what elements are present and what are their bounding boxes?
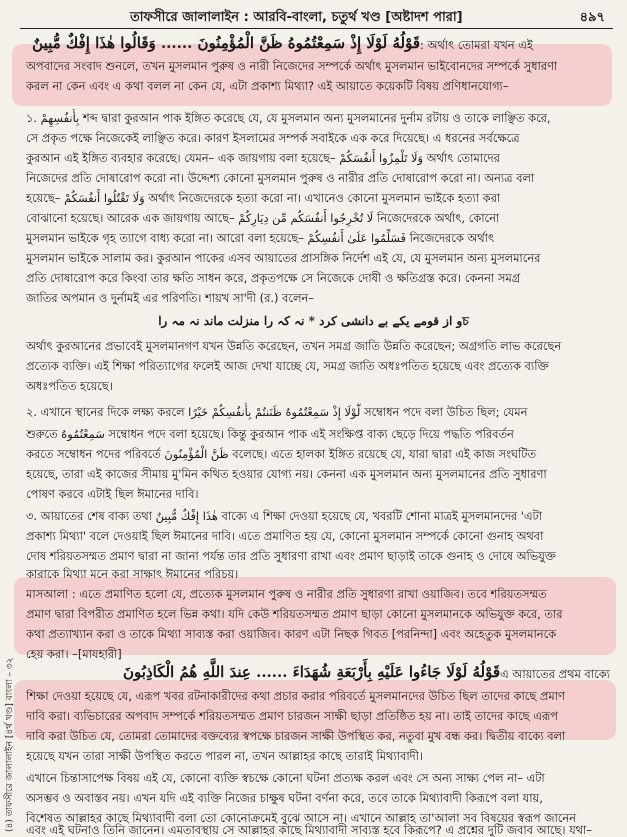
text-line: হয়েছে যখন তারা সাক্ষী উপস্থিত করতে পারল না, তখন আল্লাহর কাছে তারাই মিথ্যাবাদী।	[26, 749, 423, 763]
text-line: বোঝানো হয়েছে। আরেক এক জায়গায় আছে– لَا تُخْرِجُوا أَنفُسَكُم مِّن دِيَارِكُمْ নিজেদেরকে অর্থাৎ, কোনো	[26, 211, 500, 225]
text-line: এখানে চিন্তাসাপেক্ষ বিষয় এই যে, কোনো ব্যক্তি স্বচক্ষে কোনো ঘটনা প্রত্যক্ষ করল এবং সে অন্য সাক্ষ্য পেল না– এটা	[26, 771, 545, 785]
text-line: দোষ শরিয়তসম্মত প্রমাণ দ্বারা না জানা পর্যন্ত তার প্রতি সুধারণা রাখা এবং প্রমাণ ছাড়াই তাকে গুনাহ ও দোষে অভিযুক্ত	[26, 549, 556, 563]
text-line: নিজেদের প্রতি দোষারোপ করো না। উদ্দেশ্য কোনো মুসলমান পুরুষ ও নারীর প্রতি দোষারোপ করো না। অন্যত্র বলা	[26, 171, 535, 185]
text-line: করতে সম্বোধন পদের পরিবর্তে ظَنَّ الْمُؤْمِنُونَ বলেছে। এতে হালকা ইঙ্গিত রয়েছে যে, যারা দ্বারা এই কাজ সংঘটিত	[26, 447, 537, 461]
sidebar-text: (৪) তাফসীরে জালালাইন [৪র্থ খণ্ড] বাংলা – ৩২	[5, 657, 15, 832]
text-line: অধঃপতিত হয়েছে।	[26, 379, 113, 393]
text-line: পোষণ করবে এটাই ছিল ঈমানের দাবি।	[26, 487, 199, 501]
ayah-heading-2: قَوْلُهُ لَوْلَا جَاءُوا عَلَيْهِ بِأَرْبَعَةِ شُهَدَاءَ ...... عِندَ اللَّهِ هُمُ الْكَاذِبُونَ	[123, 663, 500, 681]
text-line: বিশেষত আল্লাহর কাছে মিথ্যাবাদী বলা তো কোনোক্রমেই বুঝে আসে না। এখানে আল্লাহ তা'আলা সব বিষয়ের স্বরূপ জানেন	[26, 811, 576, 825]
text-line: ২. এখানে স্থানের দিকে লক্ষ্য করলে لَّوْلَا إِذْ سَمِعْتُمُوهُ ظَنَنتُمْ بِأَنفُسِكُمْ خَيْرًا সম্বোধন পদে বলা উচিত ছিল; যেমন	[26, 405, 528, 419]
text-line: মুসলমান ভাইকে সালাম কর। কুরআন পাকের এসব আয়াতের প্রাসঙ্গিক নির্দেশ এই যে, যে মুসলমান অন্য মুসলমানের	[26, 251, 541, 265]
text-line: ১. بِأَنفُسِهِمْ শব্দ দ্বারা কুরআন পাক ইঙ্গিত করেছে যে, যে মুসলমান অন্য মুসলমানের দুর্নাম রটায় ও তাকে লাঞ্ছিত করে,	[26, 111, 551, 125]
text-line: অসম্ভব ও অবাস্তব নয়। এখন যদি এই ব্যক্তি নিজের চাক্ষুষ ঘটনা বর্ণনা করে, তবে তাকে মিথ্যাবাদী কিরূপে বলা যায়,	[26, 791, 543, 805]
text-line: এবং এই ঘটনাও তিনি জানেন। এমতাবস্থায় সে আল্লাহর কাছে মিথ্যাবাদী সাব্যস্ত হবে কিরূপে? এ প্রশ্নের দুটি জবাব আছে। যথা–	[26, 823, 593, 837]
text-line: কুরআন এই ইঙ্গিত ব্যবহার করেছে। যেমন– এক জায়গায় বলা হয়েছে– وَلَا تَلْمِزُوا أَنفُسَكُمْ অর্থাৎ তোমাদের	[26, 151, 500, 165]
ayah-heading-1: قَوْلُهُ لَوْلَا إِذْ سَمِعْتُمُوهُ ظَنَّ الْمُؤْمِنُونَ ...... وَقَالُوا هٰذَا إِفْكٌ مُّبِينٌ	[32, 34, 420, 52]
text-line: প্রত্যেক ব্যক্তি। এই শিক্ষা পরিত্যাগের ফলেই আজ দেখা যাচ্ছে যে, সমগ্র জাতি অধঃপতিত হয়েছে এবং প্রত্যেক ব্যক্তি	[26, 359, 549, 373]
text-line: সে প্রকৃত পক্ষে নিজেকেই লাঞ্ছিত করে। কারণ ইসলামের সম্পর্ক সবাইকে এক করে দিয়েছে। এ ধরনের সর্বক্ষেত্রে	[26, 131, 520, 145]
text-line: শিক্ষা দেওয়া হয়েছে যে, এরূপ খবর রটনাকারীদের কথা প্রচার করার পরিবর্তে মুসলমানদের উচিত ছিল তাদের কাছে প্রমাণ	[26, 689, 565, 703]
text-line: প্রমাণ দ্বারা বিপরীত প্রমাণিত হলে ভিন্ন কথা। যদি কেউ শরিয়তসম্মত প্রমাণ ছাড়া কোনো মুসলমানকে অভিযুক্ত করে, তার	[26, 607, 563, 621]
text-line: হয়েছে, তারা এই কাজের সীমায় মু'মিন কথিত হওয়ার যোগ্য নয়। কেননা এক মুসলমান অন্য মুসলমানের প্রতি সুধারণা	[26, 467, 547, 481]
text-line: শুরুতে سَمِعْتُمُوهُ সম্বোধন পদে বলা হয়েছে। কিন্তু কুরআন পাক এই সংক্ষিপ্ত বাক্য ছেড়ে দিয়ে পদ্ধতি পরিবর্তন	[26, 427, 514, 441]
text-line: কথা প্রত্যাখ্যান করা ও তাকে মিথ্যা সাব্যস্ত করা ওয়াজিব। কারণ এটা নিছক গিবত [পরনিন্দা] এবং অহেতুক মুসলমানকে	[26, 627, 557, 641]
text-line: করল না কেন এবং এ কথা বলল না কেন যে, এটা প্রকাশ্য মিথ্যা? এই আয়াতে কয়েকটি বিষয় প্রণিধানযোগ্য–	[26, 79, 509, 93]
text-line: দাবি করা। ব্যভিচারের অপবাদ সম্পর্কে শরিয়তসম্মত প্রমাণ চারজন সাক্ষী ছাড়া প্রতিষ্ঠিত হয় না। তাই তাদের কাছে এরূপ	[26, 709, 558, 723]
text-line: ৩. আয়াতের শেষ বাক্য তথা هٰذَا إِفْكٌ مُّبِينٌ বাক্যে এ শিক্ষা দেওয়া হয়েছে যে, খবরটি শোনা মাত্রই মুসলমানদের 'এটা	[26, 509, 543, 523]
text-line: মুসলমান ভাইকে গৃহ ত্যাগে বাধ্য করো না। আরো বলা হয়েছে– فَسَلِّمُوا عَلَىٰ أَنفُسِكُمْ নিজেদেরকে অর্থাৎ	[26, 231, 495, 245]
text-line: অর্থাৎ কুরআনের প্রভাবেই মুসলমানগণ যখন উন্নতি করেছেন, তখন সমগ্র জাতি উন্নতি করেছেন; অগ্রগতি লাভ করেছেন	[26, 339, 562, 353]
masala-line: মাসআলা : এতে প্রমাণিত হলো যে, প্রত্যেক মুসলমান পুরুষ ও নারীর প্রতি সুধারণা রাখা ওয়াজিব। তবে শরিয়তসম্মত	[26, 587, 547, 601]
running-title: তাফসীরে জালালাইন : আরবি-বাংলা, চতুর্থ খণ্ড [অষ্টাদশ পারা]	[130, 10, 463, 25]
text-line: অপবাদের সংবাদ শুনলে, তখন মুসলমান পুরুষ ও নারী নিজেদের সম্পর্কে অর্থাৎ মুসলমান ভাইবোনদের সম্পর্কে সুধারণা	[26, 59, 558, 73]
page-sidebar	[2, 570, 20, 832]
text-line: কারাকে মিথ্যা মনে করা সাক্ষাৎ ঈমানের পরিচয়।	[26, 567, 239, 581]
text-line: প্রকাশ্য মিথ্যা' বলে দেওয়াই ছিল ঈমানের দাবি। এতে প্রমাণিত হয় যে, কোনো মুসলমান সম্পর্কে কোনো গুনাহ অথবা	[26, 529, 544, 543]
text-line: জাতির অপমান ও দুর্নামই এর পরিণতি। শায়খ সা'দী (র.) বলেন–	[26, 291, 314, 305]
persian-couplet: চو از قومے یکے بے دانشی کرد * نہ کہ را منزلت ماند نہ مہ را	[158, 314, 469, 328]
text-line: প্রতি দোষারোপ করে কিংবা তার ক্ষতি সাধন করে, প্রকৃতপক্ষে সে নিজেকে দোষী ও ক্ষতিগ্রস্ত করে। কেননা সমগ্র	[26, 271, 521, 285]
page-number: ৪৯৭	[579, 10, 605, 25]
page-header	[20, 6, 613, 29]
text-line: হেয় করা। –[মাযহারী]	[26, 647, 122, 661]
text-line: : অর্থাৎ তোমরা যখন এই	[420, 38, 533, 52]
text-line: এ আয়াতের প্রথম বাক্যে	[500, 667, 610, 681]
text-line: হয়েছে– وَلَا تَقْتُلُوا أَنفُسَكُمْ অর্থাৎ নিজেদেরকে হত্যা করো না। এখানেও কোনো মুসলমান ভাইকে হত্যা করা	[26, 191, 501, 205]
text-line: দাবি করা উচিত যে, তোমরা তোমাদের বক্তব্যের স্বপক্ষে চারজন সাক্ষী উপস্থিত কর, নতুবা মুখ বন্ধ কর। দ্বিতীয় বাক্যে বলা	[26, 729, 566, 743]
